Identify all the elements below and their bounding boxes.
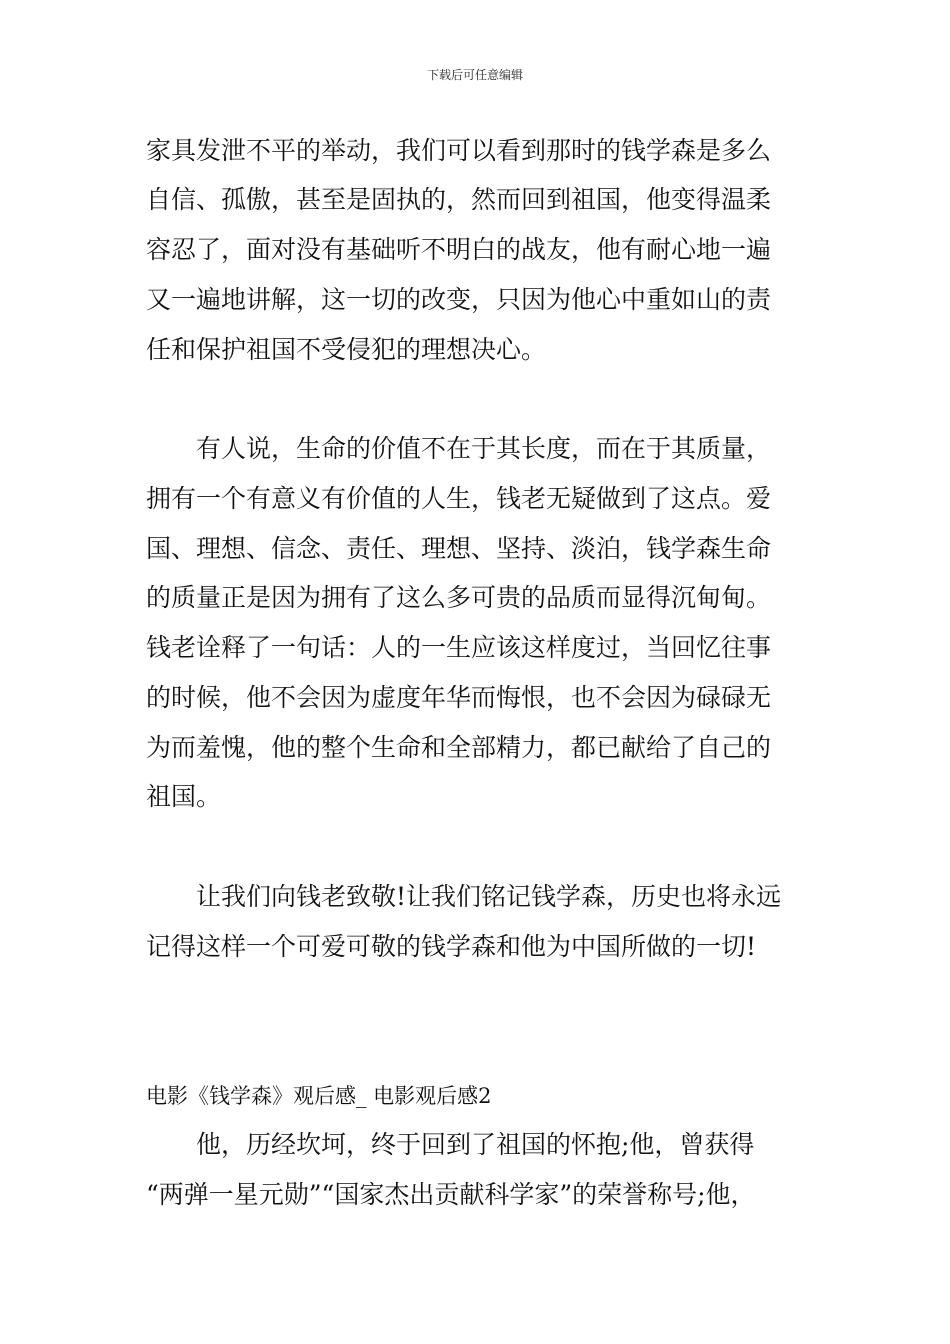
paragraph-line: 有人说，生命的价值不在于其长度，而在于其质量，: [196, 434, 772, 463]
paragraph-line: 国、理想、信念、责任、理想、坚持、淡泊，钱学森生命: [146, 534, 772, 563]
paragraph-line: 祖国。: [146, 782, 222, 811]
paragraph-line: 的质量正是因为拥有了这么多可贵的品质而显得沉甸甸。: [146, 583, 772, 612]
paragraph-line: 自信、孤傲，甚至是固执的，然而回到祖国，他变得温柔: [146, 185, 772, 214]
header-note: 下载后可任意编辑: [426, 68, 523, 82]
paragraph-line: 容忍了，面对没有基础听不明白的战友，他有耐心地一遍: [146, 235, 772, 264]
paragraph-line: 又一遍地讲解，这一切的改变，只因为他心中重如山的责: [146, 285, 772, 314]
paragraph-line: 家具发泄不平的举动，我们可以看到那时的钱学森是多么: [146, 136, 772, 165]
paragraph-line: 钱老诠释了一句话：人的一生应该这样度过，当回忆往事: [146, 633, 772, 662]
paragraph-line: 的时候，他不会因为虚度年华而悔恨，也不会因为碌碌无: [146, 683, 772, 712]
paragraph-line: 任和保护祖国不受侵犯的理想决心。: [146, 335, 547, 364]
paragraph-line: 记得这样一个可爱可敬的钱学森和他为中国所做的一切!: [146, 932, 757, 961]
paragraph-line: “两弹一星元勋”“国家杰出贡献科学家”的荣誉称号;他，: [146, 1180, 756, 1209]
paragraph-line: 他，历经坎坷，终于回到了祖国的怀抱;他，曾获得: [196, 1130, 755, 1159]
paragraph-line: 为而羞愧，他的整个生命和全部精力，都已献给了自己的: [146, 733, 772, 762]
paragraph-line: 拥有一个有意义有价值的人生，钱老无疑做到了这点。爱: [146, 484, 772, 513]
paragraph-line: 让我们向钱老致敬!让我们铭记钱学森，历史也将永远: [196, 882, 782, 911]
section-heading: 电影《钱学森》观后感_ 电影观后感2: [146, 1084, 492, 1108]
